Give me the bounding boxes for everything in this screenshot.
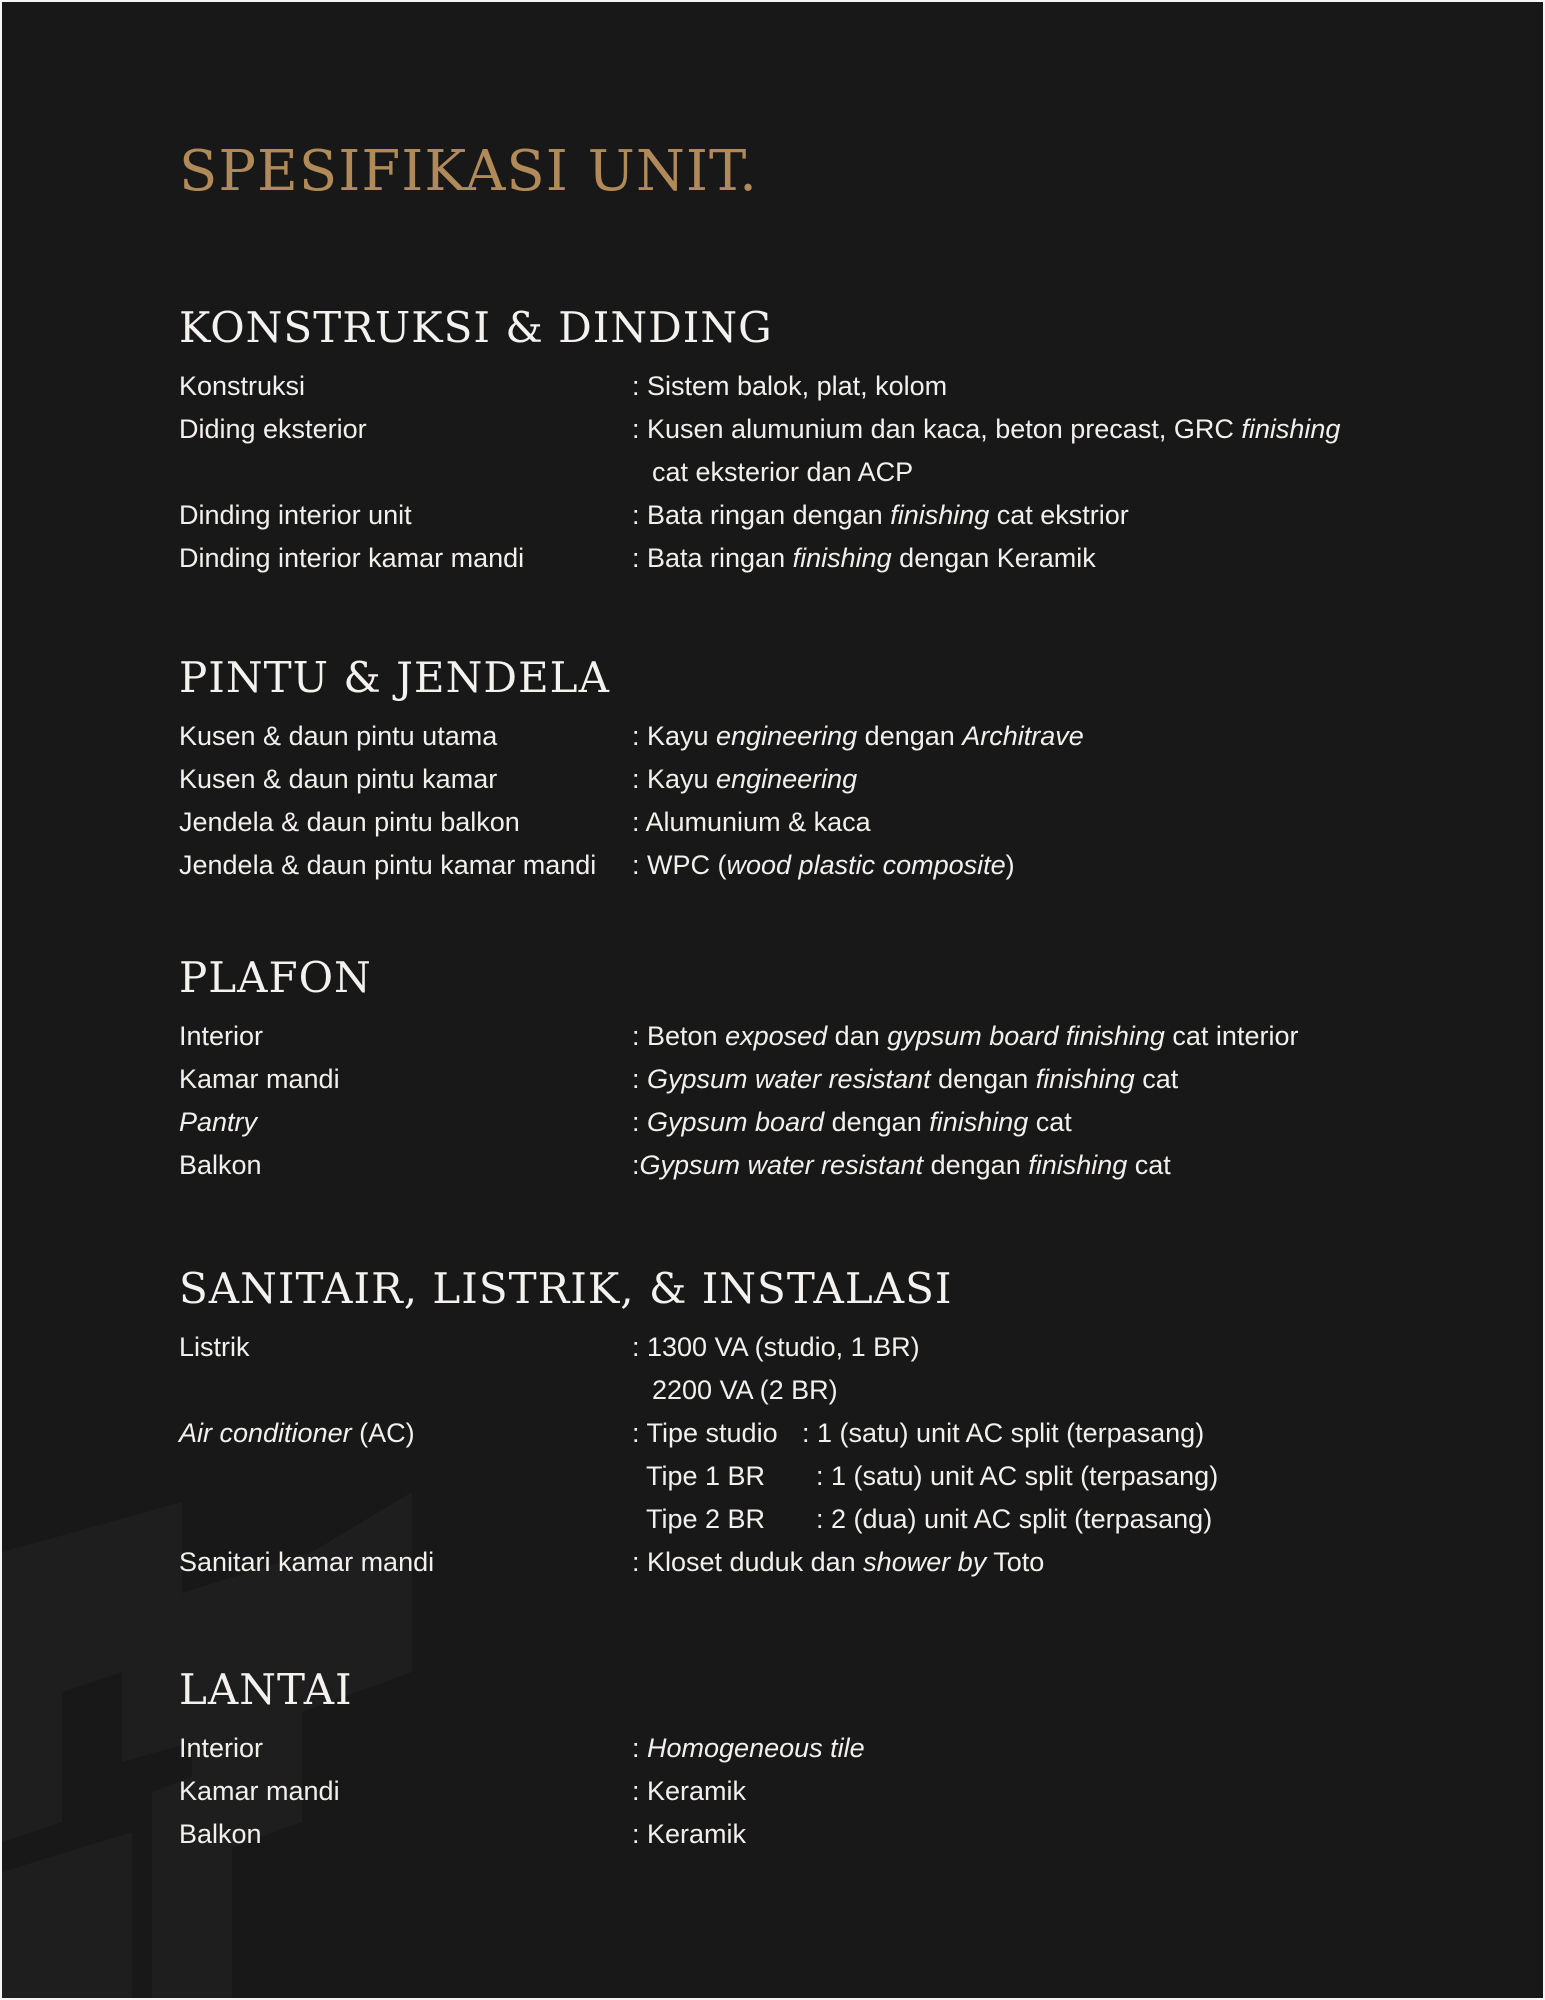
spec-label: Interior (179, 1733, 264, 1763)
spec-value: : Beton exposed dan gypsum board finishing cat interior (632, 1021, 1299, 1051)
spec-label: Diding eksterior (179, 414, 367, 444)
ac-item (632, 1412, 1429, 1455)
spec-label: Kusen & daun pintu utama (179, 721, 498, 751)
spec-row (179, 1813, 1429, 1856)
spec-value: : Gypsum board dengan finishing cat (632, 1107, 1072, 1137)
ac-desc: : 2 (dua) unit AC split (terpasang) (816, 1504, 1213, 1534)
spec-row (179, 1058, 1429, 1101)
spec-row-continuation (179, 451, 1429, 494)
ac-type: Tipe 2 BR (646, 1504, 766, 1534)
spec-value: : Kusen alumunium dan kaca, beton precast, GRC finishing (632, 414, 1341, 444)
ac-desc: : 1 (satu) unit AC split (terpasang) (816, 1461, 1219, 1491)
spec-value: :Gypsum water resistant dengan finishing cat (632, 1150, 1171, 1180)
spec-row (179, 537, 1429, 580)
spec-value: 2200 VA (2 BR) (652, 1375, 838, 1405)
spec-value: : Kayu engineering (632, 764, 858, 794)
spec-label: Dinding interior unit (179, 500, 412, 530)
spec-value: : Bata ringan finishing dengan Keramik (632, 543, 1096, 573)
spec-label: Pantry (179, 1107, 258, 1137)
spec-value: : Keramik (632, 1776, 747, 1806)
section-sanitair-listrik-instalasi (179, 1260, 1429, 1584)
ac-item (632, 1498, 1429, 1541)
spec-row (179, 1541, 1429, 1584)
section-title: SANITAIR, LISTRIK, & INSTALASI (179, 1264, 953, 1313)
ac-type: Tipe 1 BR (646, 1461, 766, 1491)
section-plafon (179, 949, 1429, 1187)
spec-row-continuation (179, 1369, 1429, 1412)
section-konstruksi-dinding (179, 299, 1429, 580)
section-title: KONSTRUKSI & DINDING (179, 303, 773, 352)
spec-label: Interior (179, 1021, 264, 1051)
spec-label: Jendela & daun pintu kamar mandi (179, 850, 597, 880)
spec-value: : Keramik (632, 1819, 747, 1849)
section-pintu-jendela (179, 649, 1429, 887)
section-lantai (179, 1661, 1429, 1856)
spec-label: Konstruksi (179, 371, 306, 401)
spec-value: : WPC (wood plastic composite) (632, 850, 1015, 880)
spec-value: : Kayu engineering dengan Architrave (632, 721, 1084, 751)
spec-value: : Alumunium & kaca (632, 807, 871, 837)
spec-row (179, 1770, 1429, 1813)
spec-value: cat eksterior dan ACP (652, 457, 914, 487)
spec-label: Listrik (179, 1332, 250, 1362)
spec-value: : 1300 VA (studio, 1 BR) (632, 1332, 920, 1362)
spec-row (179, 1015, 1429, 1058)
spec-label: Kamar mandi (179, 1776, 340, 1806)
ac-type: : Tipe studio (632, 1418, 778, 1448)
spec-row (179, 1412, 1429, 1541)
ac-list (632, 1412, 1429, 1541)
spec-label: Balkon (179, 1150, 262, 1180)
spec-label: Sanitari kamar mandi (179, 1547, 435, 1577)
spec-row (179, 715, 1429, 758)
spec-label: Kamar mandi (179, 1064, 340, 1094)
spec-value: : Homogeneous tile (632, 1733, 865, 1763)
spec-label: Jendela & daun pintu balkon (179, 807, 520, 837)
spec-row (179, 1144, 1429, 1187)
spec-row (179, 365, 1429, 408)
spec-value: : Bata ringan dengan finishing cat ekstrior (632, 500, 1129, 530)
spec-label: Air conditioner (AC) (179, 1418, 415, 1448)
spec-label: Balkon (179, 1819, 262, 1849)
spec-value: : Sistem balok, plat, kolom (632, 371, 948, 401)
spec-value: : Kloset duduk dan shower by Toto (632, 1547, 1045, 1577)
spec-row (179, 801, 1429, 844)
spec-row (179, 1326, 1429, 1369)
ac-desc: : 1 (satu) unit AC split (terpasang) (802, 1418, 1205, 1448)
ac-item (632, 1455, 1429, 1498)
section-title: PINTU & JENDELA (179, 653, 610, 702)
spec-row (179, 1727, 1429, 1770)
spec-row (179, 408, 1429, 451)
page-title: SPESIFIKASI UNIT. (179, 139, 758, 204)
spec-row (179, 1101, 1429, 1144)
section-title: LANTAI (179, 1665, 353, 1714)
section-title: PLAFON (179, 953, 372, 1002)
spec-value: : Gypsum water resistant dengan finishing cat (632, 1064, 1179, 1094)
spec-label: Dinding interior kamar mandi (179, 543, 525, 573)
spec-label: Kusen & daun pintu kamar (179, 764, 498, 794)
spec-row (179, 758, 1429, 801)
spec-row (179, 494, 1429, 537)
spec-row (179, 844, 1429, 887)
